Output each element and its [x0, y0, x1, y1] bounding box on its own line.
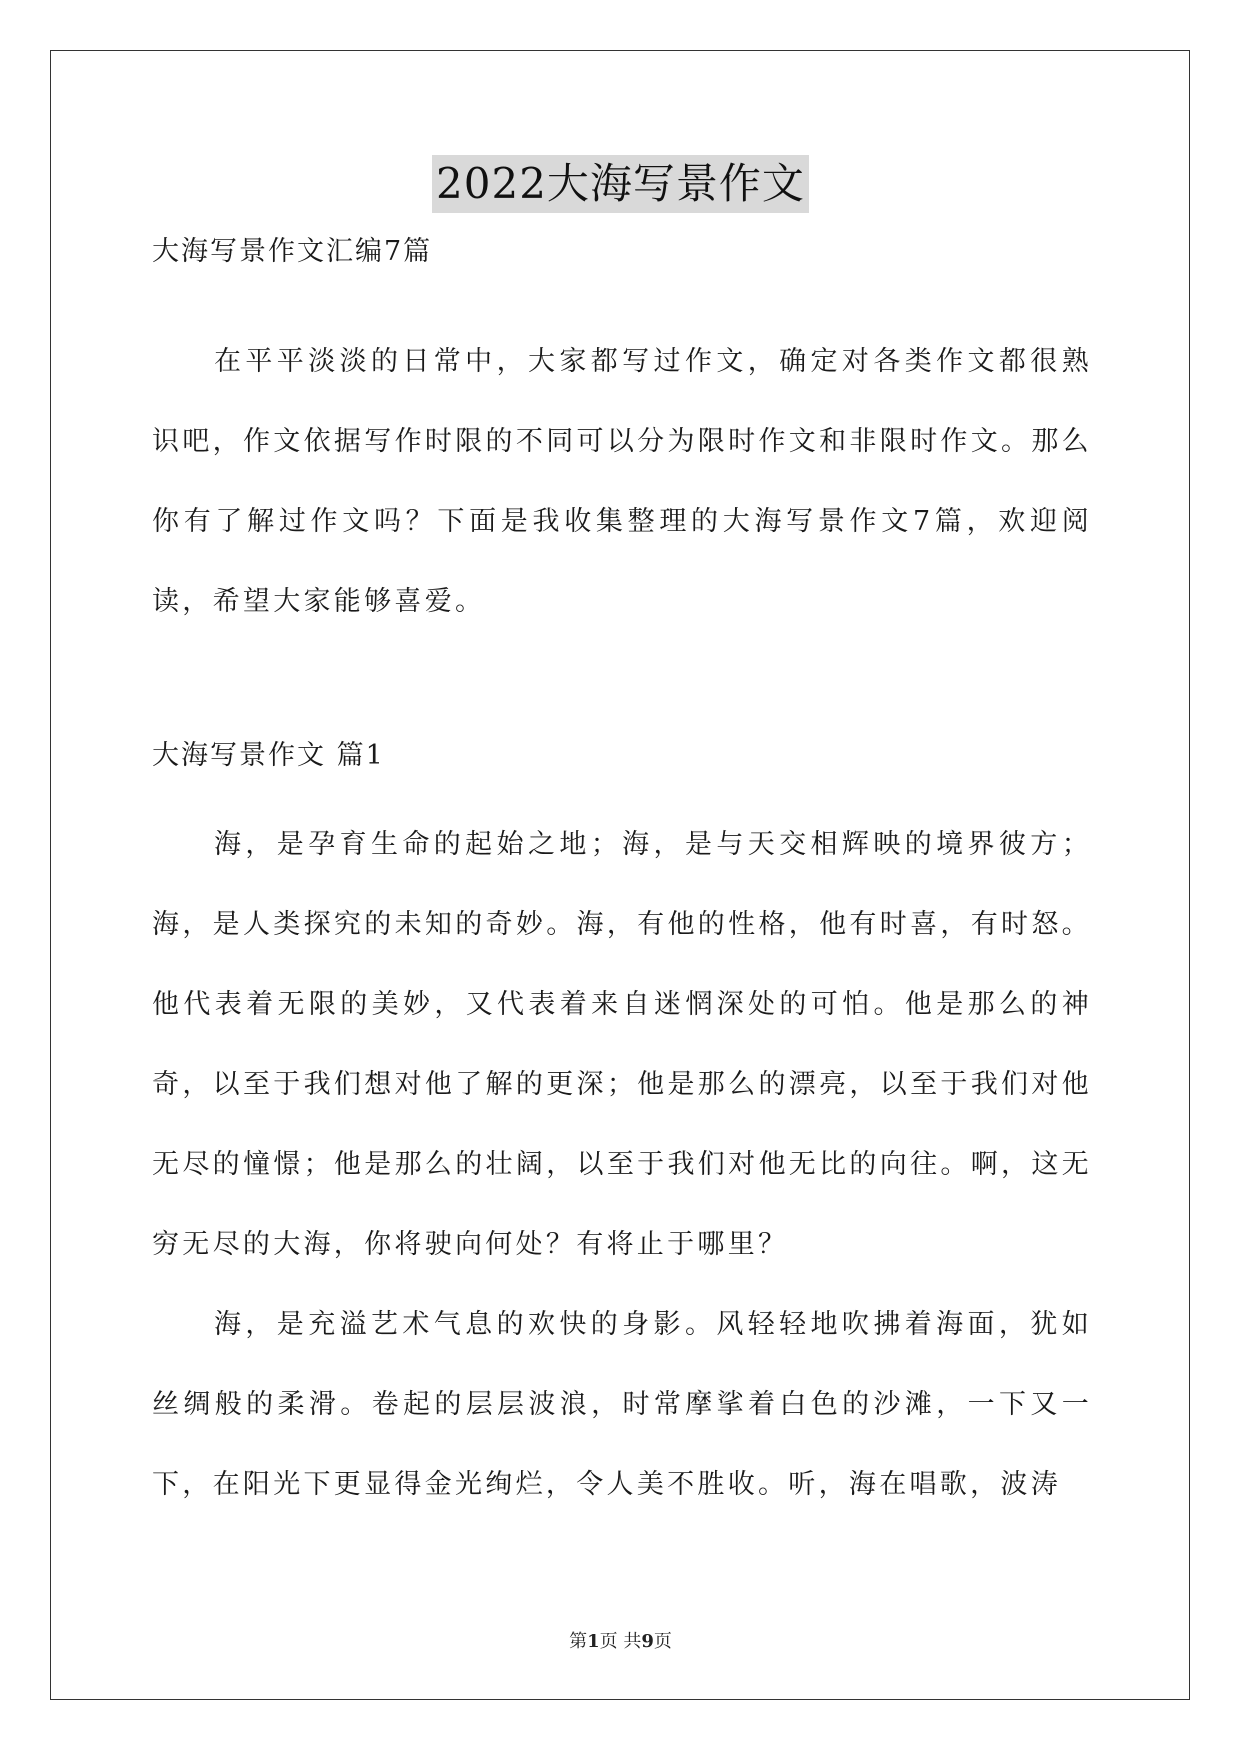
- body-paragraph-2: 海，是充溢艺术气息的欢快的身影。风轻轻地吹拂着海面，犹如丝绸般的柔滑。卷起的层层波浪，时常摩挲着白色的沙滩，一下又一下，在阳光下更显得金光绚烂，令人美不胜收。听，海在唱歌，波涛: [152, 1309, 1092, 1500]
- intro-paragraph: 在平平淡淡的日常中，大家都写过作文，确定对各类作文都很熟识吧，作文依据写作时限的不同可以分为限时作文和非限时作文。那么你有了解过作文吗？下面是我收集整理的大海写景作文7篇，欢迎阅读，希望大家能够喜爱。: [152, 346, 1092, 617]
- footer-prefix: 第: [569, 1631, 588, 1652]
- document-title: 2022大海写景作文: [432, 155, 809, 213]
- footer-page-current: 1: [587, 1631, 600, 1652]
- footer-suffix: 页: [653, 1631, 672, 1652]
- footer-middle: 页 共: [599, 1631, 642, 1652]
- title-container: [0, 155, 1241, 213]
- document-subtitle: 大海写景作文汇编7篇: [152, 236, 433, 267]
- footer-page-total: 9: [641, 1631, 654, 1652]
- body-paragraph-1: 海，是孕育生命的起始之地；海，是与天交相辉映的境界彼方；海，是人类探究的未知的奇妙。海，有他的性格，他有时喜，有时怒。他代表着无限的美妙，又代表着来自迷惘深处的可怕。他是那么的神奇，以至于我们想对他了解的更深；他是那么的漂亮，以至于我们对他无尽的憧憬；他是那么的壮阔，以至于我们对他无比的向往。啊，这无穷无尽的大海，你将驶向何处？有将止于哪里？: [152, 829, 1092, 1260]
- section-heading: 大海写景作文 篇1: [152, 740, 385, 771]
- page-footer: [0, 1630, 1241, 1654]
